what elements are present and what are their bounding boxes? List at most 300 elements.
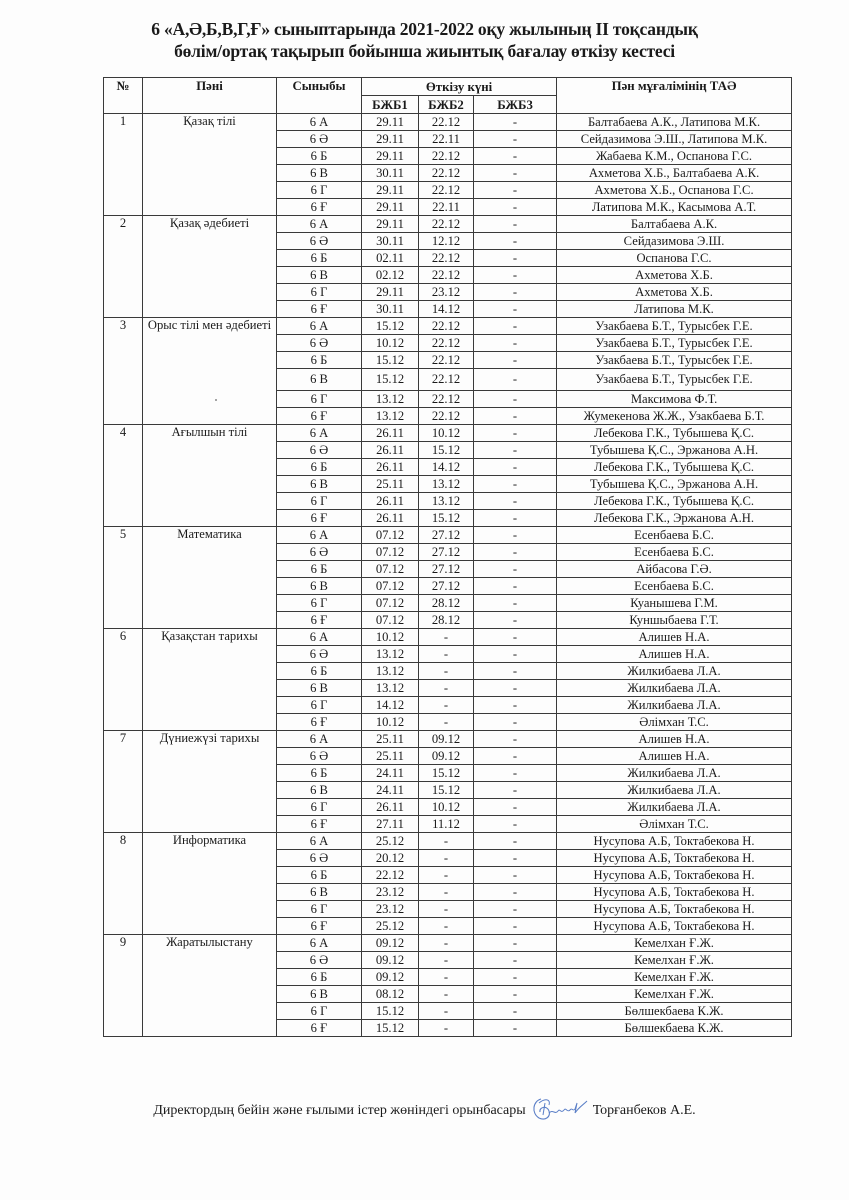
subject-number: 1 (104, 114, 143, 216)
bjb1-date-cell: 07.12 (362, 578, 419, 595)
bjb1-date-cell: 15.12 (362, 318, 419, 335)
bjb1-date-cell: 27.11 (362, 816, 419, 833)
bjb3-date-cell: - (474, 731, 557, 748)
header-row (104, 78, 792, 96)
teacher-cell: Алишев Н.А. (557, 748, 792, 765)
bjb3-date-cell: - (474, 369, 557, 391)
bjb1-date-cell: 13.12 (362, 646, 419, 663)
bjb3-date-cell: - (474, 561, 557, 578)
title-line-1: 6 «А,Ә,Б,В,Г,Ғ» сыныптарында 2021-2022 оқу жылының ІІ тоқсандық (151, 19, 698, 39)
bjb2-date-cell: 22.12 (419, 318, 474, 335)
bjb2-date-cell: - (419, 986, 474, 1003)
class-cell: 6 А (277, 216, 362, 233)
teacher-cell: Балтабаева А.К., Латипова М.К. (557, 114, 792, 131)
teacher-cell: Айбасова Г.Ә. (557, 561, 792, 578)
bjb2-date-cell: - (419, 901, 474, 918)
bjb3-date-cell: - (474, 578, 557, 595)
bjb2-date-cell: - (419, 697, 474, 714)
bjb3-date-cell: - (474, 833, 557, 850)
subject-number: 4 (104, 425, 143, 527)
bjb3-date-cell: - (474, 952, 557, 969)
subject-name: Қазақ әдебиеті (143, 216, 277, 318)
subject-name: Жаратылыстану (143, 935, 277, 1037)
bjb3-date-cell: - (474, 986, 557, 1003)
class-cell: 6 В (277, 578, 362, 595)
assessment-schedule-table (103, 77, 792, 1037)
bjb1-date-cell: 09.12 (362, 969, 419, 986)
bjb3-date-cell: - (474, 335, 557, 352)
class-cell: 6 А (277, 833, 362, 850)
class-cell: 6 Г (277, 901, 362, 918)
subject-name: Дүниежүзі тарихы (143, 731, 277, 833)
bjb1-date-cell: 15.12 (362, 1003, 419, 1020)
bjb3-date-cell: - (474, 782, 557, 799)
bjb3-date-cell: - (474, 148, 557, 165)
teacher-cell: Нусупова А.Б, Токтабекова Н. (557, 833, 792, 850)
teacher-cell: Узакбаева Б.Т., Турысбек Г.Е. (557, 369, 792, 391)
header-bjb3: БЖБ3 (474, 96, 557, 114)
bjb1-date-cell: 15.12 (362, 352, 419, 369)
subject-number: 3 (104, 318, 143, 425)
class-cell: 6 А (277, 425, 362, 442)
bjb3-date-cell: - (474, 901, 557, 918)
teacher-cell: Кемелхан Ғ.Ж. (557, 986, 792, 1003)
bjb3-date-cell: - (474, 318, 557, 335)
teacher-cell: Ахметова Х.Б. (557, 284, 792, 301)
class-cell: 6 Б (277, 561, 362, 578)
bjb3-date-cell: - (474, 493, 557, 510)
bjb2-date-cell: 10.12 (419, 799, 474, 816)
class-cell: 6 Б (277, 148, 362, 165)
teacher-cell: Ахметова Х.Б. (557, 267, 792, 284)
bjb1-date-cell: 02.11 (362, 250, 419, 267)
bjb1-date-cell: 25.12 (362, 833, 419, 850)
class-cell: 6 Б (277, 765, 362, 782)
subject-number: 6 (104, 629, 143, 731)
bjb2-date-cell: 15.12 (419, 765, 474, 782)
class-cell: 6 Б (277, 969, 362, 986)
teacher-cell: Алишев Н.А. (557, 646, 792, 663)
bjb1-date-cell: 23.12 (362, 901, 419, 918)
teacher-cell: Лебекова Г.К., Тубышева Қ.С. (557, 425, 792, 442)
header-date-group: Өткізу күні (362, 78, 557, 96)
teacher-cell: Нусупова А.Б, Токтабекова Н. (557, 850, 792, 867)
bjb1-date-cell: 25.11 (362, 731, 419, 748)
bjb2-date-cell: 22.12 (419, 165, 474, 182)
teacher-cell: Алишев Н.А. (557, 629, 792, 646)
bjb1-date-cell: 07.12 (362, 544, 419, 561)
teacher-cell: Латипова М.К. (557, 301, 792, 318)
bjb2-date-cell: 22.12 (419, 369, 474, 391)
table-row (104, 935, 792, 952)
bjb1-date-cell: 29.11 (362, 182, 419, 199)
bjb1-date-cell: 26.11 (362, 799, 419, 816)
table-row (104, 318, 792, 335)
bjb3-date-cell: - (474, 114, 557, 131)
bjb3-date-cell: - (474, 216, 557, 233)
class-cell: 6 Б (277, 352, 362, 369)
bjb2-date-cell: 27.12 (419, 561, 474, 578)
bjb2-date-cell: 11.12 (419, 816, 474, 833)
teacher-cell: Жилкибаева Л.А. (557, 765, 792, 782)
teacher-cell: Жилкибаева Л.А. (557, 782, 792, 799)
teacher-cell: Жилкибаева Л.А. (557, 680, 792, 697)
teacher-cell: Есенбаева Б.С. (557, 544, 792, 561)
bjb2-date-cell: - (419, 833, 474, 850)
bjb2-date-cell: 10.12 (419, 425, 474, 442)
bjb3-date-cell: - (474, 425, 557, 442)
teacher-cell: Тубышева Қ.С., Эржанова А.Н. (557, 442, 792, 459)
teacher-cell: Нусупова А.Б, Токтабекова Н. (557, 867, 792, 884)
class-cell: 6 В (277, 476, 362, 493)
bjb3-date-cell: - (474, 799, 557, 816)
subject-name: Математика (143, 527, 277, 629)
class-cell: 6 Г (277, 595, 362, 612)
teacher-cell: Узакбаева Б.Т., Турысбек Г.Е. (557, 335, 792, 352)
teacher-cell: Лебекова Г.К., Тубышева Қ.С. (557, 459, 792, 476)
class-cell: 6 Ғ (277, 714, 362, 731)
bjb3-date-cell: - (474, 352, 557, 369)
bjb3-date-cell: - (474, 697, 557, 714)
teacher-cell: Есенбаева Б.С. (557, 578, 792, 595)
bjb2-date-cell: 14.12 (419, 459, 474, 476)
document-title (0, 18, 849, 62)
bjb1-date-cell: 02.12 (362, 267, 419, 284)
subject-number: 2 (104, 216, 143, 318)
bjb2-date-cell: 13.12 (419, 476, 474, 493)
class-cell: 6 В (277, 782, 362, 799)
teacher-cell: Куншыбаева Г.Т. (557, 612, 792, 629)
bjb2-date-cell: 15.12 (419, 510, 474, 527)
bjb1-date-cell: 30.11 (362, 233, 419, 250)
class-cell: 6 Ә (277, 544, 362, 561)
bjb1-date-cell: 25.11 (362, 476, 419, 493)
bjb1-date-cell: 25.12 (362, 918, 419, 935)
subject-name: Информатика (143, 833, 277, 935)
bjb2-date-cell: 22.12 (419, 148, 474, 165)
bjb3-date-cell: - (474, 1020, 557, 1037)
bjb1-date-cell: 07.12 (362, 527, 419, 544)
bjb2-date-cell: 22.12 (419, 250, 474, 267)
bjb3-date-cell: - (474, 646, 557, 663)
teacher-cell: Жилкибаева Л.А. (557, 663, 792, 680)
teacher-cell: Лебекова Г.К., Тубышева Қ.С. (557, 493, 792, 510)
bjb1-date-cell: 26.11 (362, 459, 419, 476)
table-row (104, 629, 792, 646)
bjb1-date-cell: 08.12 (362, 986, 419, 1003)
class-cell: 6 Г (277, 697, 362, 714)
class-cell: 6 Ә (277, 233, 362, 250)
bjb1-date-cell: 07.12 (362, 561, 419, 578)
class-cell: 6 В (277, 986, 362, 1003)
bjb2-date-cell: 28.12 (419, 595, 474, 612)
bjb2-date-cell: 09.12 (419, 731, 474, 748)
bjb3-date-cell: - (474, 510, 557, 527)
teacher-cell: Бөлшекбаева К.Ж. (557, 1020, 792, 1037)
teacher-cell: Бөлшекбаева К.Ж. (557, 1003, 792, 1020)
teacher-cell: Узакбаева Б.Т., Турысбек Г.Е. (557, 318, 792, 335)
bjb2-date-cell: - (419, 969, 474, 986)
class-cell: 6 Ә (277, 850, 362, 867)
bjb2-date-cell: - (419, 867, 474, 884)
bjb2-date-cell: - (419, 714, 474, 731)
class-cell: 6 А (277, 114, 362, 131)
bjb1-date-cell: 15.12 (362, 369, 419, 391)
bjb2-date-cell: 12.12 (419, 233, 474, 250)
bjb3-date-cell: - (474, 233, 557, 250)
bjb2-date-cell: - (419, 850, 474, 867)
class-cell: 6 Г (277, 1003, 362, 1020)
bjb1-date-cell: 25.11 (362, 748, 419, 765)
subject-name: Орыс тілі мен әдебиеті (143, 318, 277, 425)
bjb3-date-cell: - (474, 284, 557, 301)
bjb1-date-cell: 13.12 (362, 680, 419, 697)
bjb3-date-cell: - (474, 612, 557, 629)
header-teacher: Пән мұғалімінің ТАӘ (557, 78, 792, 114)
title-line-2: бөлім/ортақ тақырып бойынша жиынтық бағалау өткізу кестесі (174, 41, 675, 61)
bjb1-date-cell: 09.12 (362, 935, 419, 952)
bjb2-date-cell: - (419, 952, 474, 969)
teacher-cell: Ахметова Х.Б., Оспанова Г.С. (557, 182, 792, 199)
teacher-cell: Кемелхан Ғ.Ж. (557, 969, 792, 986)
teacher-cell: Ахметова Х.Б., Балтабаева А.К. (557, 165, 792, 182)
bjb1-date-cell: 09.12 (362, 952, 419, 969)
bjb1-date-cell: 24.11 (362, 765, 419, 782)
bjb1-date-cell: 07.12 (362, 595, 419, 612)
class-cell: 6 Б (277, 459, 362, 476)
bjb1-date-cell: 10.12 (362, 335, 419, 352)
teacher-cell: Жабаева К.М., Оспанова Г.С. (557, 148, 792, 165)
subject-number: 7 (104, 731, 143, 833)
class-cell: 6 Ғ (277, 199, 362, 216)
bjb2-date-cell: - (419, 680, 474, 697)
teacher-cell: Жумекенова Ж.Ж., Узакбаева Б.Т. (557, 408, 792, 425)
bjb2-date-cell: - (419, 935, 474, 952)
bjb1-date-cell: 07.12 (362, 612, 419, 629)
class-cell: 6 Ғ (277, 612, 362, 629)
teacher-cell: Тубышева Қ.С., Эржанова А.Н. (557, 476, 792, 493)
table-row (104, 833, 792, 850)
subject-name: Қазақ тілі (143, 114, 277, 216)
signatory-name: Торғанбеков А.Е. (592, 1103, 696, 1119)
bjb1-date-cell: 23.12 (362, 884, 419, 901)
bjb1-date-cell: 29.11 (362, 131, 419, 148)
bjb1-date-cell: 10.12 (362, 714, 419, 731)
bjb3-date-cell: - (474, 408, 557, 425)
subject-number: 5 (104, 527, 143, 629)
bjb1-date-cell: 14.12 (362, 697, 419, 714)
signature-icon (531, 1095, 589, 1121)
teacher-cell: Кемелхан Ғ.Ж. (557, 952, 792, 969)
table-row (104, 216, 792, 233)
class-cell: 6 Г (277, 493, 362, 510)
bjb3-date-cell: - (474, 884, 557, 901)
bjb1-date-cell: 24.11 (362, 782, 419, 799)
bjb3-date-cell: - (474, 544, 557, 561)
bjb2-date-cell: 27.12 (419, 578, 474, 595)
bjb2-date-cell: 22.12 (419, 216, 474, 233)
bjb1-date-cell: 15.12 (362, 1020, 419, 1037)
class-cell: 6 Б (277, 250, 362, 267)
bjb3-date-cell: - (474, 131, 557, 148)
bjb2-date-cell: 15.12 (419, 782, 474, 799)
bjb2-date-cell: 13.12 (419, 493, 474, 510)
bjb1-date-cell: 29.11 (362, 284, 419, 301)
bjb1-date-cell: 22.12 (362, 867, 419, 884)
teacher-cell: Латипова М.К., Касымова А.Т. (557, 199, 792, 216)
bjb3-date-cell: - (474, 199, 557, 216)
bjb1-date-cell: 29.11 (362, 148, 419, 165)
bjb1-date-cell: 30.11 (362, 165, 419, 182)
bjb3-date-cell: - (474, 748, 557, 765)
class-cell: 6 Г (277, 182, 362, 199)
bjb3-date-cell: - (474, 1003, 557, 1020)
bjb3-date-cell: - (474, 680, 557, 697)
table-row (104, 731, 792, 748)
bjb3-date-cell: - (474, 527, 557, 544)
teacher-cell: Әлімхан Т.С. (557, 714, 792, 731)
header-num: № (104, 78, 143, 114)
bjb1-date-cell: 30.11 (362, 301, 419, 318)
bjb2-date-cell: 22.12 (419, 182, 474, 199)
bjb3-date-cell: - (474, 476, 557, 493)
bjb2-date-cell: 15.12 (419, 442, 474, 459)
bjb1-date-cell: 26.11 (362, 493, 419, 510)
bjb2-date-cell: 27.12 (419, 527, 474, 544)
bjb2-date-cell: 22.12 (419, 335, 474, 352)
class-cell: 6 В (277, 267, 362, 284)
bjb3-date-cell: - (474, 714, 557, 731)
header-subject: Пәні (143, 78, 277, 114)
bjb3-date-cell: - (474, 850, 557, 867)
class-cell: 6 В (277, 884, 362, 901)
teacher-cell: Куанышева Г.М. (557, 595, 792, 612)
bjb2-date-cell: 09.12 (419, 748, 474, 765)
bjb2-date-cell: - (419, 629, 474, 646)
class-cell: 6 Ә (277, 131, 362, 148)
class-cell: 6 А (277, 629, 362, 646)
class-cell: 6 Ғ (277, 918, 362, 935)
bjb1-date-cell: 13.12 (362, 663, 419, 680)
bjb1-date-cell: 26.11 (362, 425, 419, 442)
bjb3-date-cell: - (474, 918, 557, 935)
class-cell: 6 В (277, 680, 362, 697)
bjb1-date-cell: 26.11 (362, 510, 419, 527)
class-cell: 6 Ғ (277, 1020, 362, 1037)
bjb3-date-cell: - (474, 250, 557, 267)
teacher-cell: Жилкибаева Л.А. (557, 799, 792, 816)
subject-number: 9 (104, 935, 143, 1037)
bjb2-date-cell: 22.11 (419, 131, 474, 148)
bjb2-date-cell: 22.12 (419, 267, 474, 284)
class-cell: 6 В (277, 165, 362, 182)
bjb3-date-cell: - (474, 595, 557, 612)
bjb2-date-cell: 22.12 (419, 391, 474, 408)
class-cell: 6 Б (277, 867, 362, 884)
teacher-cell: Максимова Ф.Т. (557, 391, 792, 408)
bjb3-date-cell: - (474, 182, 557, 199)
bjb3-date-cell: - (474, 629, 557, 646)
bjb3-date-cell: - (474, 442, 557, 459)
bjb3-date-cell: - (474, 765, 557, 782)
table-row (104, 425, 792, 442)
bjb2-date-cell: 28.12 (419, 612, 474, 629)
class-cell: 6 Б (277, 663, 362, 680)
bjb2-date-cell: 22.11 (419, 199, 474, 216)
subject-name: Қазақстан тарихы (143, 629, 277, 731)
teacher-cell: Балтабаева А.К. (557, 216, 792, 233)
teacher-cell: Кемелхан Ғ.Ж. (557, 935, 792, 952)
bjb3-date-cell: - (474, 165, 557, 182)
class-cell: 6 Ә (277, 442, 362, 459)
table-row (104, 527, 792, 544)
teacher-cell: Есенбаева Б.С. (557, 527, 792, 544)
teacher-cell: Жилкибаева Л.А. (557, 697, 792, 714)
bjb3-date-cell: - (474, 663, 557, 680)
class-cell: 6 Ғ (277, 510, 362, 527)
bjb2-date-cell: - (419, 1003, 474, 1020)
bjb3-date-cell: - (474, 459, 557, 476)
bjb3-date-cell: - (474, 816, 557, 833)
bjb1-date-cell: 13.12 (362, 408, 419, 425)
bjb2-date-cell: - (419, 918, 474, 935)
bjb3-date-cell: - (474, 935, 557, 952)
class-cell: 6 Г (277, 799, 362, 816)
teacher-cell: Сейдазимова Э.Ш. (557, 233, 792, 250)
bjb2-date-cell: 23.12 (419, 284, 474, 301)
class-cell: 6 А (277, 731, 362, 748)
bjb1-date-cell: 13.12 (362, 391, 419, 408)
bjb2-date-cell: 27.12 (419, 544, 474, 561)
class-cell: 6 Ә (277, 646, 362, 663)
bjb2-date-cell: 22.12 (419, 114, 474, 131)
teacher-cell: Әлімхан Т.С. (557, 816, 792, 833)
teacher-cell: Оспанова Г.С. (557, 250, 792, 267)
bjb2-date-cell: 14.12 (419, 301, 474, 318)
class-cell: 6 Ғ (277, 816, 362, 833)
class-cell: 6 Ғ (277, 301, 362, 318)
bjb1-date-cell: 29.11 (362, 216, 419, 233)
header-bjb1: БЖБ1 (362, 96, 419, 114)
class-cell: 6 В (277, 369, 362, 391)
class-cell: 6 Ә (277, 748, 362, 765)
bjb2-date-cell: - (419, 1020, 474, 1037)
teacher-cell: Нусупова А.Б, Токтабекова Н. (557, 884, 792, 901)
bjb3-date-cell: - (474, 391, 557, 408)
teacher-cell: Нусупова А.Б, Токтабекова Н. (557, 901, 792, 918)
bjb1-date-cell: 29.11 (362, 199, 419, 216)
class-cell: 6 Г (277, 284, 362, 301)
bjb2-date-cell: 22.12 (419, 352, 474, 369)
class-cell: 6 Г (277, 391, 362, 408)
class-cell: 6 Ғ (277, 408, 362, 425)
bjb2-date-cell: 22.12 (419, 408, 474, 425)
bjb1-date-cell: 10.12 (362, 629, 419, 646)
class-cell: 6 Ә (277, 952, 362, 969)
bjb1-date-cell: 26.11 (362, 442, 419, 459)
bjb3-date-cell: - (474, 267, 557, 284)
bjb2-date-cell: - (419, 663, 474, 680)
teacher-cell: Сейдазимова Э.Ш., Латипова М.К. (557, 131, 792, 148)
teacher-cell: Узакбаева Б.Т., Турысбек Г.Е. (557, 352, 792, 369)
header-class: Сыныбы (277, 78, 362, 114)
subject-number: 8 (104, 833, 143, 935)
header-bjb2: БЖБ2 (419, 96, 474, 114)
signatory-position: Директордың бейін және ғылыми істер жөніндегі орынбасары (153, 1103, 526, 1119)
table-body (104, 114, 792, 1037)
bjb3-date-cell: - (474, 867, 557, 884)
teacher-cell: Нусупова А.Б, Токтабекова Н. (557, 918, 792, 935)
